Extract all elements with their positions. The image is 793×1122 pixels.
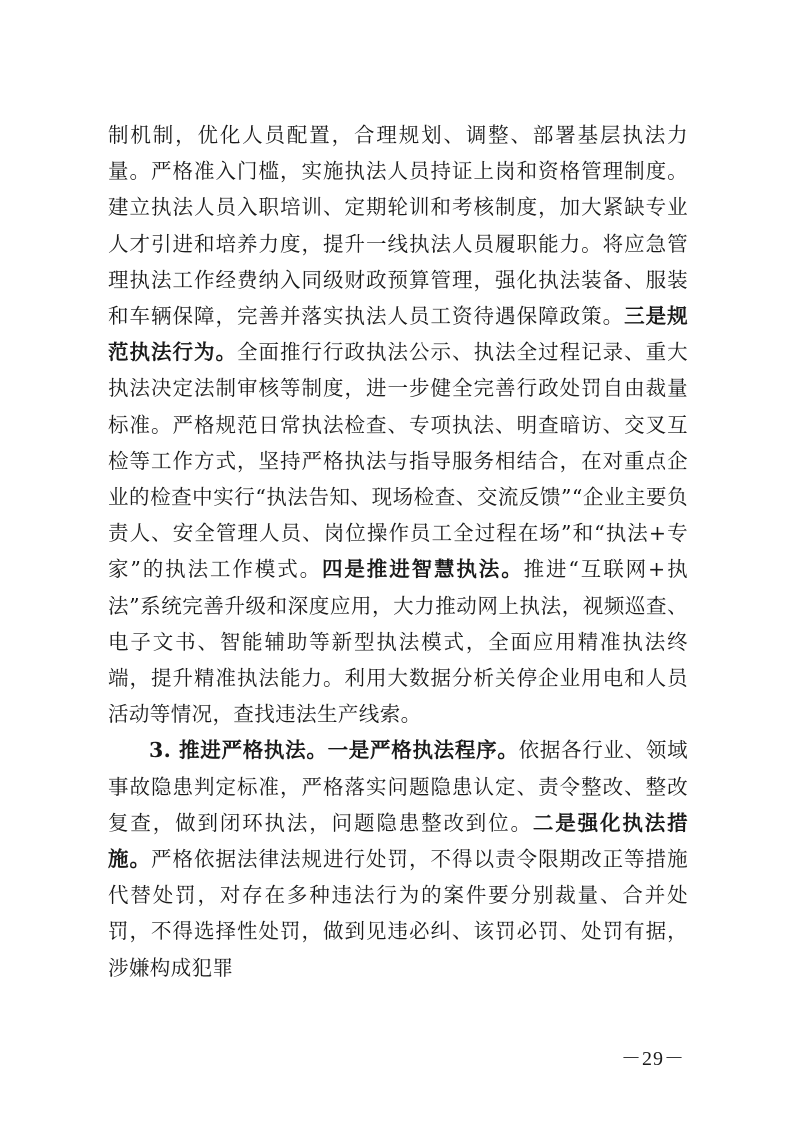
text-run: 依据各行业、领域事故隐患判定标准，严格落实问题隐患认定、责令整改、整改复查，做到闭环执法，问题隐患整改到位。	[108, 738, 688, 835]
bold-heading-four: 四是推进智慧执法。	[322, 557, 524, 582]
bold-section-heading: 3. 推进严格执法。一是严格执法程序。	[149, 738, 519, 763]
paragraph-continuation	[108, 117, 688, 732]
text-run: 严格依据法律法规进行处罚，不得以责令限期改正等措施代替处罚，对存在多种违法行为的案件要分别裁量、合并处罚，不得选择性处罚，做到见违必纠、该罚必罚、处罚有据，涉嫌构成犯罪	[108, 847, 688, 980]
text-run: 全面推行行政执法公示、执法全过程记录、重大执法决定法制审核等制度，进一步健全完善行政处罚自由裁量标准。严格规范日常执法检查、专项执法、明查暗访、交叉互检等工作方式，坚持严格执法与指导服务相结合，在对重点企业的检查中实行“执法告知、现场检查、交流反馈”“企业主要负责人、安全管理人员、岗位操作员工全过程在场”和“执法+专家”的执法工作模式。	[108, 340, 688, 582]
bold-heading-two: 二是强化执法措施。	[108, 810, 688, 872]
text-run: 制机制，优化人员配置，合理规划、调整、部署基层执法力量。严格准入门槛，实施执法人员持证上岗和资格管理制度。建立执法人员入职培训、定期轮训和考核制度，加大紧缺专业人才引进和培养力度，提升一线执法人员履职能力。将应急管理执法工作经费纳入同级财政预算管理，强化执法装备、服装和车辆保障，完善并落实执法人员工资待遇保障政策。	[108, 123, 688, 329]
text-run: 推进“互联网+执法”系统完善升级和深度应用，大力推动网上执法，视频巡查、电子文书、智能辅助等新型执法模式，全面应用精准执法终端，提升精准执法能力。利用大数据分析关停企业用电和人员活动等情况，查找违法生产线索。	[108, 557, 688, 727]
body-text	[108, 117, 688, 986]
paragraph-strict-enforcement	[108, 732, 688, 985]
bold-heading-three: 三是规范执法行为。	[108, 304, 689, 365]
page-number: －29－	[621, 1048, 685, 1070]
